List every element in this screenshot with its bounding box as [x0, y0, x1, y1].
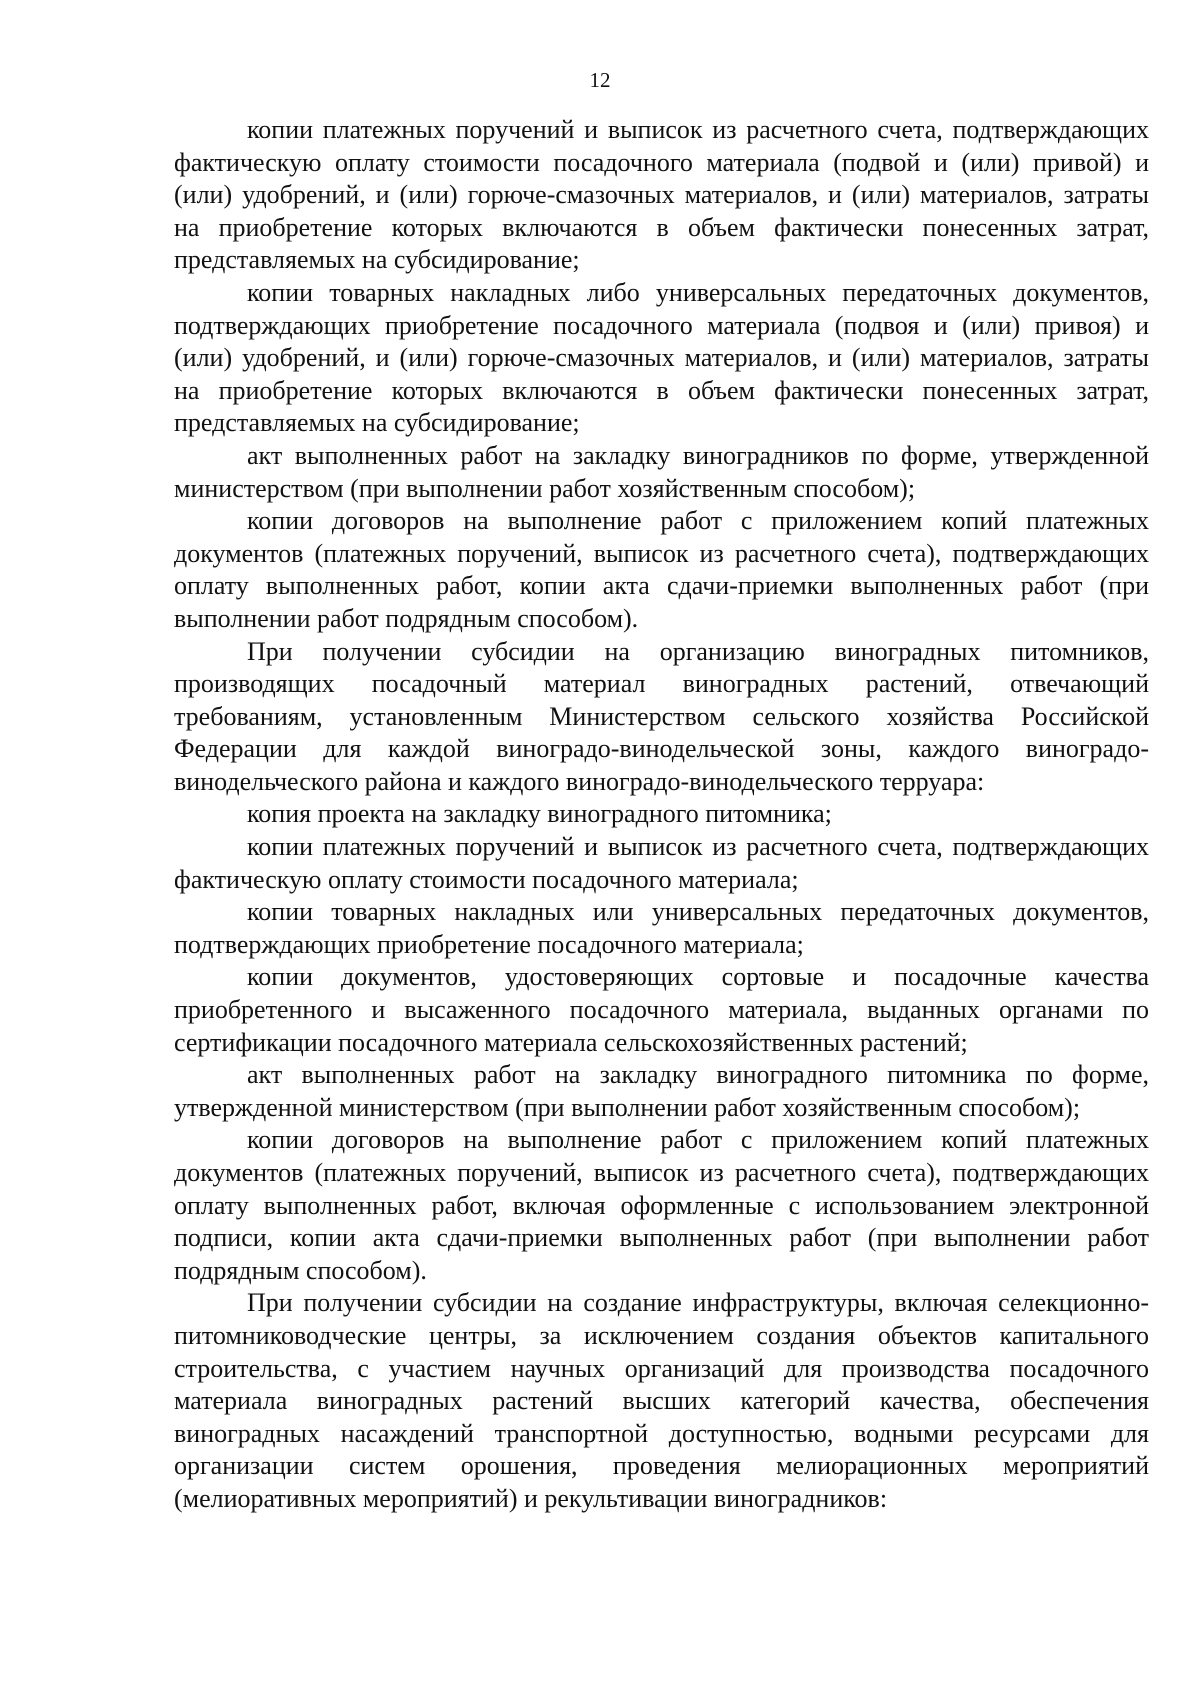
paragraph: При получении субсидии на создание инфраструктуры, включая селекционно-питомниководческие центры, за исключением создания объектов капитального строительства, с участием научных организаций для производства посадочного материала виноградных растений высших категорий качества, обеспечения виноградных насаждений транспортной доступностью, водными ресурсами для организации систем орошения, проведения мелиорационных мероприятий (мелиоративных мероприятий) и рекультивации виноградников:: [174, 1288, 1149, 1513]
paragraph: копии товарных накладных либо универсальных передаточных документов, подтверждающих приобретение посадочного материала (подвоя и (или) привоя) и (или) удобрений, и (или) горюче-смазочных материалов, и (или) материалов, затраты на приобретение которых включаются в объем фактически понесенных затрат, представляемых на субсидирование;: [174, 277, 1149, 438]
paragraph: копии договоров на выполнение работ с приложением копий платежных документов (платежных поручений, выписок из расчетного счета), подтверждающих оплату выполненных работ, включая оформленные с использованием электронной подписи, копии акта сдачи-приемки выполненных работ (при выполнении работ подрядным способом).: [174, 1125, 1149, 1285]
paragraph: копии платежных поручений и выписок из расчетного счета, подтверждающих фактическую оплату стоимости посадочного материала (подвой и (или) привой) и (или) удобрений, и (или) горюче-смазочных материалов, и (или) материалов, затраты на приобретение которых включаются в объем фактически понесенных затрат, представляемых на субсидирование;: [174, 115, 1149, 275]
paragraph: акт выполненных работ на закладку виноградников по форме, утвержденной министерством (при выполнении работ хозяйственным способом);: [174, 440, 1149, 503]
paragraph: акт выполненных работ на закладку виноградного питомника по форме, утвержденной министерством (при выполнении работ хозяйственным способом);: [174, 1060, 1149, 1122]
paragraph: копия проекта на закладку виноградного питомника;: [247, 799, 832, 829]
page-number: 12: [589, 68, 611, 92]
document-body: [174, 114, 1149, 1516]
paragraph: При получении субсидии на организацию виноградных питомников, производящих посадочный материал виноградных растений, отвечающий требованиям, установленным Министерством сельского хозяйства Российской Федерации для каждой виноградо-винодельческой зоны, каждого виноградо-винодельческого района и каждого виноградо-винодельческого терруара:: [174, 636, 1149, 796]
paragraph: копии договоров на выполнение работ с приложением копий платежных документов (платежных поручений, выписок из расчетного счета), подтверждающих оплату выполненных работ, копии акта сдачи-приемки выполненных работ (при выполнении работ подрядным способом).: [174, 506, 1149, 633]
paragraph: копии платежных поручений и выписок из расчетного счета, подтверждающих фактическую оплату стоимости посадочного материала;: [174, 832, 1149, 894]
paragraph: копии товарных накладных или универсальных передаточных документов, подтверждающих приобретение посадочного материала;: [174, 897, 1149, 959]
paragraph: копии документов, удостоверяющих сортовые и посадочные качества приобретенного и высаженного посадочного материала, выданных органами по сертификации посадочного материала сельскохозяйственных растений;: [174, 962, 1149, 1057]
